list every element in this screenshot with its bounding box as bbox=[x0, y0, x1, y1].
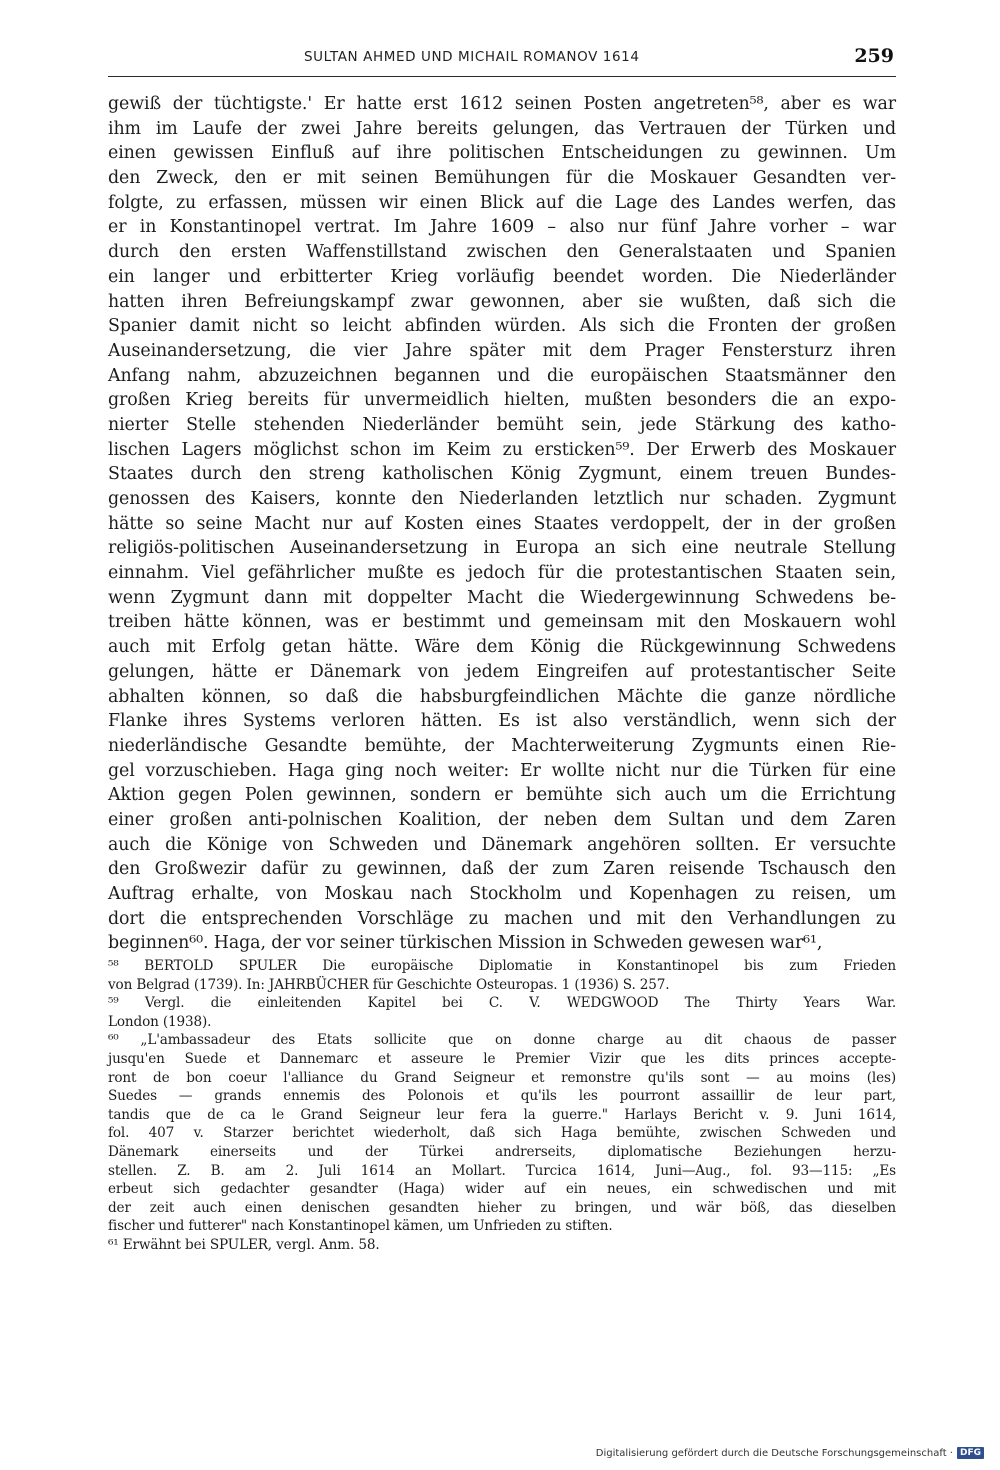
footnote-line: jusqu'en Suede et Dannemarc et asseure le Premier Vizir que les dits princes accepte- bbox=[108, 1050, 896, 1067]
body-line: gelungen, hätte er Dänemark von jedem Eingreifen auf protestantischer Seite bbox=[108, 661, 896, 682]
body-line: treiben hätte können, was er bestimmt und gemeinsam mit den Moskauern wohl bbox=[108, 612, 896, 633]
body-line: abhalten können, so daß die habsburgfeindlichen Mächte die ganze nördliche bbox=[108, 686, 896, 707]
body-line: dort die entsprechenden Vorschläge zu machen und mit den Verhandlungen zu bbox=[108, 908, 896, 929]
body-line: durch den ersten Waffenstillstand zwischen den Generalstaaten und Spanien bbox=[108, 242, 896, 263]
footnote-line: ⁶⁰ „L'ambassadeur des Etats sollicite que on donne charge au dit chaous de passer bbox=[108, 1032, 896, 1049]
body-line: auch die Könige von Schweden und Dänemark angehören sollten. Er versuchte bbox=[108, 834, 896, 855]
funding-notice bbox=[596, 1447, 984, 1459]
body-line: Anfang nahm, abzuzeichnen begannen und die europäischen Staatsmänner den bbox=[108, 365, 896, 386]
body-line: niederländische Gesandte bemühte, der Machterweiterung Zygmunts einen Rie- bbox=[108, 735, 896, 756]
body-line: Spanier damit nicht so leicht abfinden würden. Als sich die Fronten der großen bbox=[108, 316, 896, 337]
footnote-line: ⁵⁸ BERTOLD SPULER Die europäische Diplomatie in Konstantinopel bis zum Frieden bbox=[108, 958, 896, 974]
funding-text: Digitalisierung gefördert durch die Deutsche Forschungsgemeinschaft · bbox=[595, 1447, 953, 1459]
footnote-line: ⁵⁹ Vergl. die einleitenden Kapitel bei C. V. WEDGWOOD The Thirty Years War. bbox=[108, 995, 896, 1012]
main-text bbox=[108, 92, 896, 956]
body-line: großen Krieg bereits für unvermeidlich hielten, mußten besonders die an expo- bbox=[108, 390, 896, 411]
body-line: nierter Stelle stehenden Niederländer bemüht sein, jede Stärkung des katho- bbox=[108, 414, 896, 435]
body-line: auch mit Erfolg getan hätte. Wäre dem König die Rückgewinnung Schwedens bbox=[108, 637, 896, 658]
footnote-line: stellen. Z. B. am 2. Juli 1614 an Mollart. Turcica 1614, Juni—Aug., fol. 93—115: „Es bbox=[108, 1162, 896, 1179]
footnote-line: der zeit auch einen denischen gesandten hieher zu bringen, und wär böß, das dieselben bbox=[108, 1199, 896, 1216]
footnotes bbox=[108, 957, 896, 1255]
body-line: Aktion gegen Polen gewinnen, sondern er bemühte sich auch um die Errichtung bbox=[108, 785, 896, 806]
body-line: wenn Zygmunt dann mit doppelter Macht die Wiedergewinnung Schwedens be- bbox=[108, 587, 896, 608]
body-line: genossen des Kaisers, konnte den Niederlanden letztlich nur schaden. Zygmunt bbox=[108, 489, 896, 509]
body-line: lischen Lagers möglichst schon im Keim zu ersticken⁵⁹. Der Erwerb des Moskauer bbox=[108, 439, 896, 460]
body-line: folgte, zu erfassen, müssen wir einen Blick auf die Lage des Landes werfen, das bbox=[108, 192, 896, 213]
footnote-line: erbeut sich gedachter gesandter (Haga) wider auf ein neues, ein schwedischen und mit bbox=[108, 1181, 896, 1198]
footnote-line: Suedes — grands ennemis des Polonois et qu'ils les pourront assaillir de leur part, bbox=[108, 1088, 896, 1105]
footnote-line: ⁶¹ Erwähnt bei SPULER, vergl. Anm. 58. bbox=[108, 1236, 380, 1253]
footnote-line: fischer und futterer" nach Konstantinopel kämen, um Unfrieden zu stiften. bbox=[108, 1218, 613, 1235]
body-line: Auftrag erhalte, von Moskau nach Stockholm und Kopenhagen zu reisen, um bbox=[108, 884, 896, 904]
body-line: hätte so seine Macht nur auf Kosten eines Staates verdoppelt, der in der großen bbox=[108, 513, 896, 534]
body-line: religiös-politischen Auseinandersetzung in Europa an sich eine neutrale Stellung bbox=[108, 538, 896, 559]
body-line: Auseinandersetzung, die vier Jahre später mit dem Prager Fenstersturz ihren bbox=[108, 340, 896, 361]
body-line: er in Konstantinopel vertrat. Im Jahre 1609 – also nur fünf Jahre vorher – war bbox=[108, 217, 896, 238]
page-number: 259 bbox=[854, 45, 894, 67]
body-line: Staates durch den streng katholischen König Zygmunt, einem treuen Bundes- bbox=[108, 464, 896, 485]
body-line: den Zweck, den er mit seinen Bemühungen für die Moskauer Gesandten ver- bbox=[108, 168, 896, 189]
body-line: den Großwezir dafür zu gewinnen, daß der zum Zaren reisende Tschausch den bbox=[108, 859, 896, 880]
footnote-line: ront de bon coeur l'alliance du Grand Seigneur et remonstre qu'ils sont — au moins (les) bbox=[108, 1069, 896, 1086]
body-line: Flanke ihres Systems verloren hätten. Es ist also verständlich, wenn sich der bbox=[108, 711, 896, 732]
running-head bbox=[108, 40, 896, 77]
body-line: gewiß der tüchtigste.' Er hatte erst 1612 seinen Posten angetreten⁵⁸, aber es war bbox=[108, 94, 896, 114]
body-line: ein langer und erbitterter Krieg vorläufig beendet worden. Die Niederländer bbox=[108, 266, 896, 287]
footnote-line: fol. 407 v. Starzer berichtet wiederholt, daß sich Haga bemühte, zwischen Schweden und bbox=[108, 1125, 896, 1142]
dfg-logo: DFG bbox=[957, 1447, 984, 1459]
body-line: ihm im Laufe der zwei Jahre bereits gelungen, das Vertrauen der Türken und bbox=[108, 118, 896, 139]
body-line: einnahm. Viel gefährlicher mußte es jedoch für die protestantischen Staaten sein, bbox=[108, 563, 896, 584]
footnote-line: Dänemark einerseits und der Türkei andrerseits, diplomatische Beziehungen herzu- bbox=[108, 1143, 896, 1160]
body-line: gel vorzuschieben. Haga ging noch weiter: Er wollte nicht nur die Türken für eine bbox=[108, 760, 896, 781]
body-line: hatten ihren Befreiungskampf zwar gewonnen, aber sie wußten, daß sich die bbox=[108, 291, 896, 312]
running-title: SULTAN AHMED UND MICHAIL ROMANOV 1614 bbox=[304, 49, 640, 65]
footnote-line: tandis que de ca le Grand Seigneur leur fera la guerre." Harlays Bericht v. 9. Juni 1614, bbox=[108, 1106, 896, 1123]
footnote-line: von Belgrad (1739). In: JAHRBÜCHER für Geschichte Osteuropas. 1 (1936) S. 257. bbox=[108, 976, 670, 993]
footnote-line: London (1938). bbox=[108, 1013, 212, 1030]
body-line: einer großen anti-polnischen Koalition, der neben dem Sultan und dem Zaren bbox=[108, 809, 896, 830]
body-line: einen gewissen Einfluß auf ihre politischen Entscheidungen zu gewinnen. Um bbox=[108, 143, 896, 164]
body-line: beginnen⁶⁰. Haga, der vor seiner türkischen Mission in Schweden gewesen war⁶¹, bbox=[108, 933, 823, 954]
